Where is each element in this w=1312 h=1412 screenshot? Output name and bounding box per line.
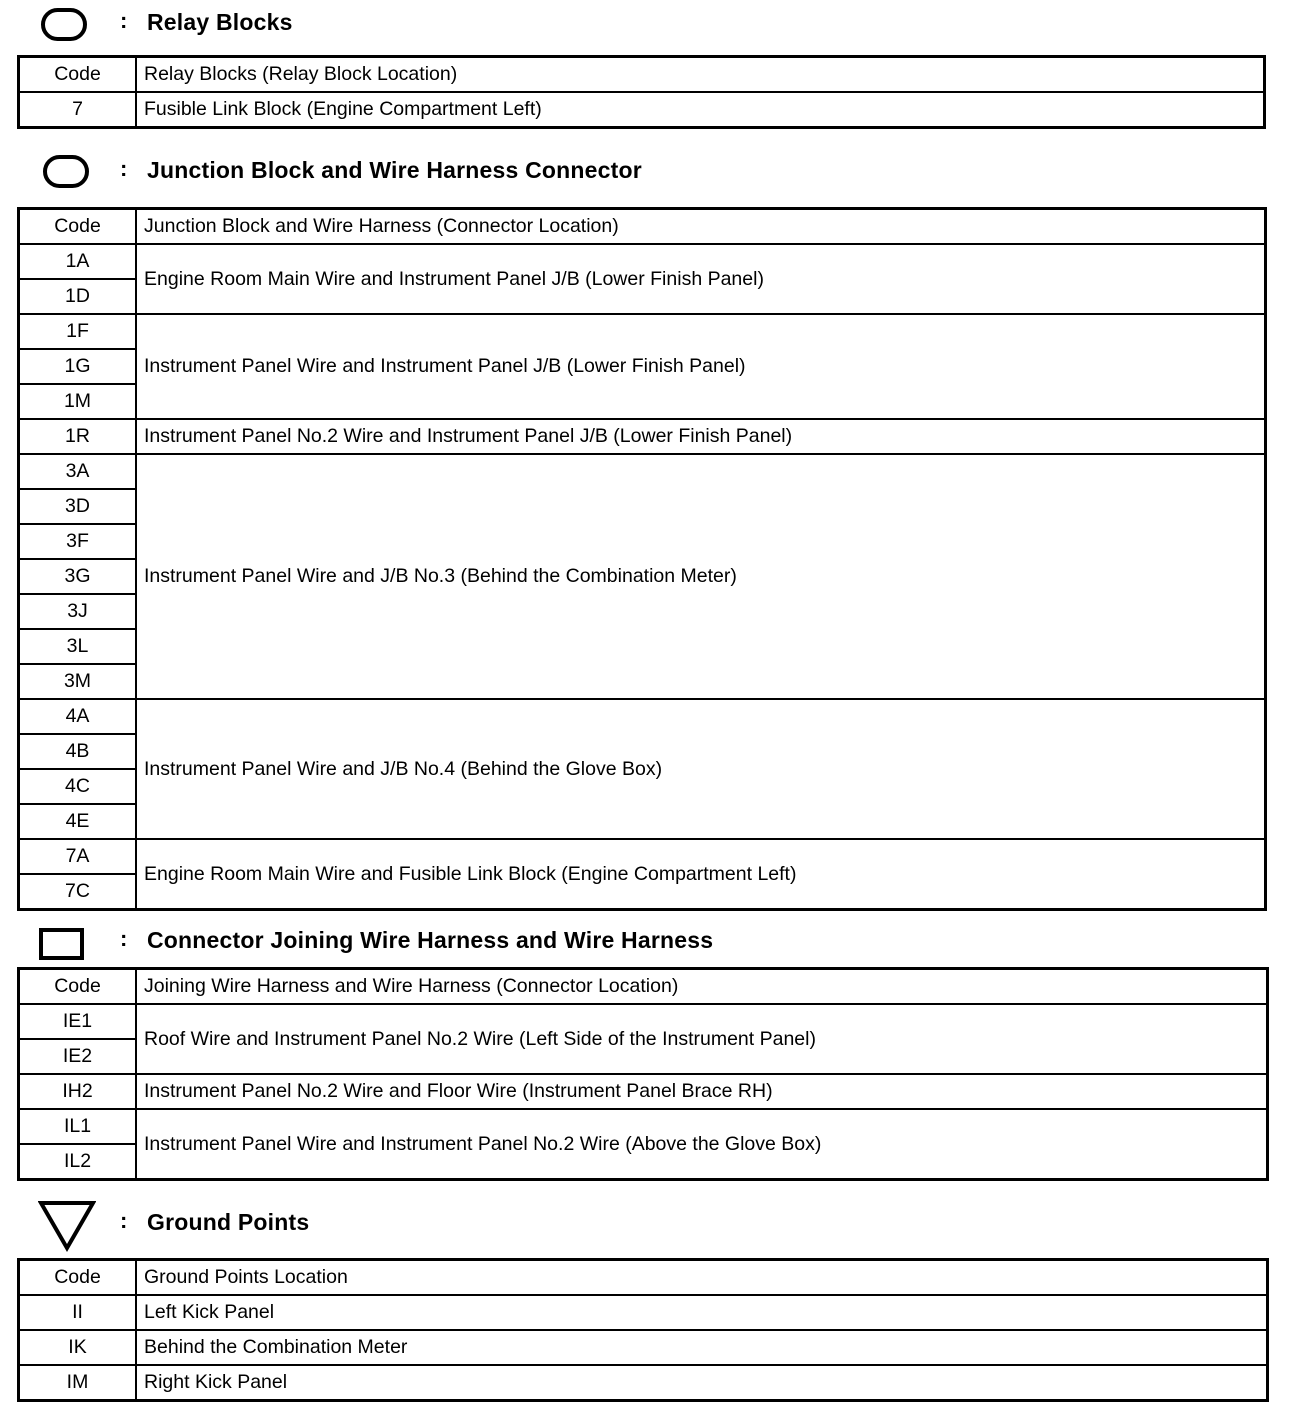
code-cell: 3F [19, 524, 137, 559]
section-title: Connector Joining Wire Harness and Wire Harness [147, 927, 714, 953]
code-cell: IE2 [19, 1039, 137, 1074]
code-cell: 4E [19, 804, 137, 839]
heading-colon: : [120, 156, 128, 181]
code-cell: 4C [19, 769, 137, 804]
location-header: Junction Block and Wire Harness (Connector Location) [136, 209, 1266, 245]
location-cell: Instrument Panel Wire and Instrument Panel No.2 Wire (Above the Glove Box) [136, 1109, 1268, 1180]
code-cell: II [19, 1295, 137, 1330]
location-cell: Instrument Panel No.2 Wire and Floor Wire (Instrument Panel Brace RH) [136, 1074, 1268, 1109]
code-cell: 1M [19, 384, 137, 419]
table-row [19, 839, 1266, 874]
table-header-row [19, 1260, 1268, 1296]
code-header: Code [19, 1260, 137, 1296]
table-row [19, 244, 1266, 279]
table-header-row [19, 57, 1265, 93]
triangle-down-icon [38, 1200, 96, 1252]
code-cell: 3M [19, 664, 137, 699]
table-header-row [19, 969, 1268, 1005]
junction-block-table [17, 207, 1267, 911]
code-cell: 1R [19, 419, 137, 454]
code-cell: 3G [19, 559, 137, 594]
code-cell: 7A [19, 839, 137, 874]
location-cell: Engine Room Main Wire and Instrument Panel J/B (Lower Finish Panel) [136, 244, 1266, 314]
heading-colon: : [120, 1208, 128, 1233]
ground-points-heading [0, 1198, 1300, 1238]
location-cell: Instrument Panel No.2 Wire and Instrument Panel J/B (Lower Finish Panel) [136, 419, 1266, 454]
location-cell: Roof Wire and Instrument Panel No.2 Wire (Left Side of the Instrument Panel) [136, 1004, 1268, 1074]
code-cell: 3L [19, 629, 137, 664]
code-cell: IH2 [19, 1074, 137, 1109]
code-cell: 1F [19, 314, 137, 349]
table-row [19, 314, 1266, 349]
relay-blocks-table [17, 55, 1266, 129]
code-cell: 7 [19, 92, 137, 128]
code-cell: 3A [19, 454, 137, 489]
code-cell: 4A [19, 699, 137, 734]
code-cell: IE1 [19, 1004, 137, 1039]
location-header: Joining Wire Harness and Wire Harness (Connector Location) [136, 969, 1268, 1005]
table-row [19, 1074, 1268, 1109]
code-cell: 3D [19, 489, 137, 524]
code-header: Code [19, 969, 137, 1005]
ground-points-table [17, 1258, 1269, 1402]
code-cell: 7C [19, 874, 137, 910]
section-title: Ground Points [147, 1209, 310, 1235]
code-cell: IM [19, 1365, 137, 1401]
table-row [19, 1295, 1268, 1330]
heading-colon: : [120, 926, 128, 951]
location-cell: Behind the Combination Meter [136, 1330, 1268, 1365]
location-cell: Engine Room Main Wire and Fusible Link Block (Engine Compartment Left) [136, 839, 1266, 910]
table-row [19, 699, 1266, 734]
square-icon [39, 928, 84, 960]
location-cell: Instrument Panel Wire and Instrument Panel J/B (Lower Finish Panel) [136, 314, 1266, 419]
code-header: Code [19, 57, 137, 93]
table-row [19, 1109, 1268, 1144]
location-header: Ground Points Location [136, 1260, 1268, 1296]
code-cell: 3J [19, 594, 137, 629]
relay-blocks-heading [0, 0, 1300, 40]
location-cell: Instrument Panel Wire and J/B No.4 (Behind the Glove Box) [136, 699, 1266, 839]
connector-joining-heading [0, 920, 1300, 960]
location-cell: Right Kick Panel [136, 1365, 1268, 1401]
code-cell: 1G [19, 349, 137, 384]
rounded-rect-icon [43, 155, 89, 188]
location-cell: Left Kick Panel [136, 1295, 1268, 1330]
code-header: Code [19, 209, 137, 245]
code-cell: IL1 [19, 1109, 137, 1144]
section-title: Junction Block and Wire Harness Connector [147, 157, 642, 183]
rounded-rect-icon [41, 8, 87, 41]
table-row [19, 1365, 1268, 1401]
code-cell: 1D [19, 279, 137, 314]
code-cell: IK [19, 1330, 137, 1365]
location-cell: Instrument Panel Wire and J/B No.3 (Behind the Combination Meter) [136, 454, 1266, 699]
code-cell: IL2 [19, 1144, 137, 1180]
table-row [19, 1004, 1268, 1039]
section-title: Relay Blocks [147, 9, 293, 35]
code-cell: 1A [19, 244, 137, 279]
location-header: Relay Blocks (Relay Block Location) [136, 57, 1265, 93]
table-row [19, 454, 1266, 489]
table-row [19, 92, 1265, 128]
code-cell: 4B [19, 734, 137, 769]
table-header-row [19, 209, 1266, 245]
heading-colon: : [120, 8, 128, 33]
junction-block-heading [0, 150, 1300, 190]
location-cell: Fusible Link Block (Engine Compartment Left) [136, 92, 1265, 128]
connector-joining-table [17, 967, 1269, 1181]
table-row [19, 1330, 1268, 1365]
table-row [19, 419, 1266, 454]
